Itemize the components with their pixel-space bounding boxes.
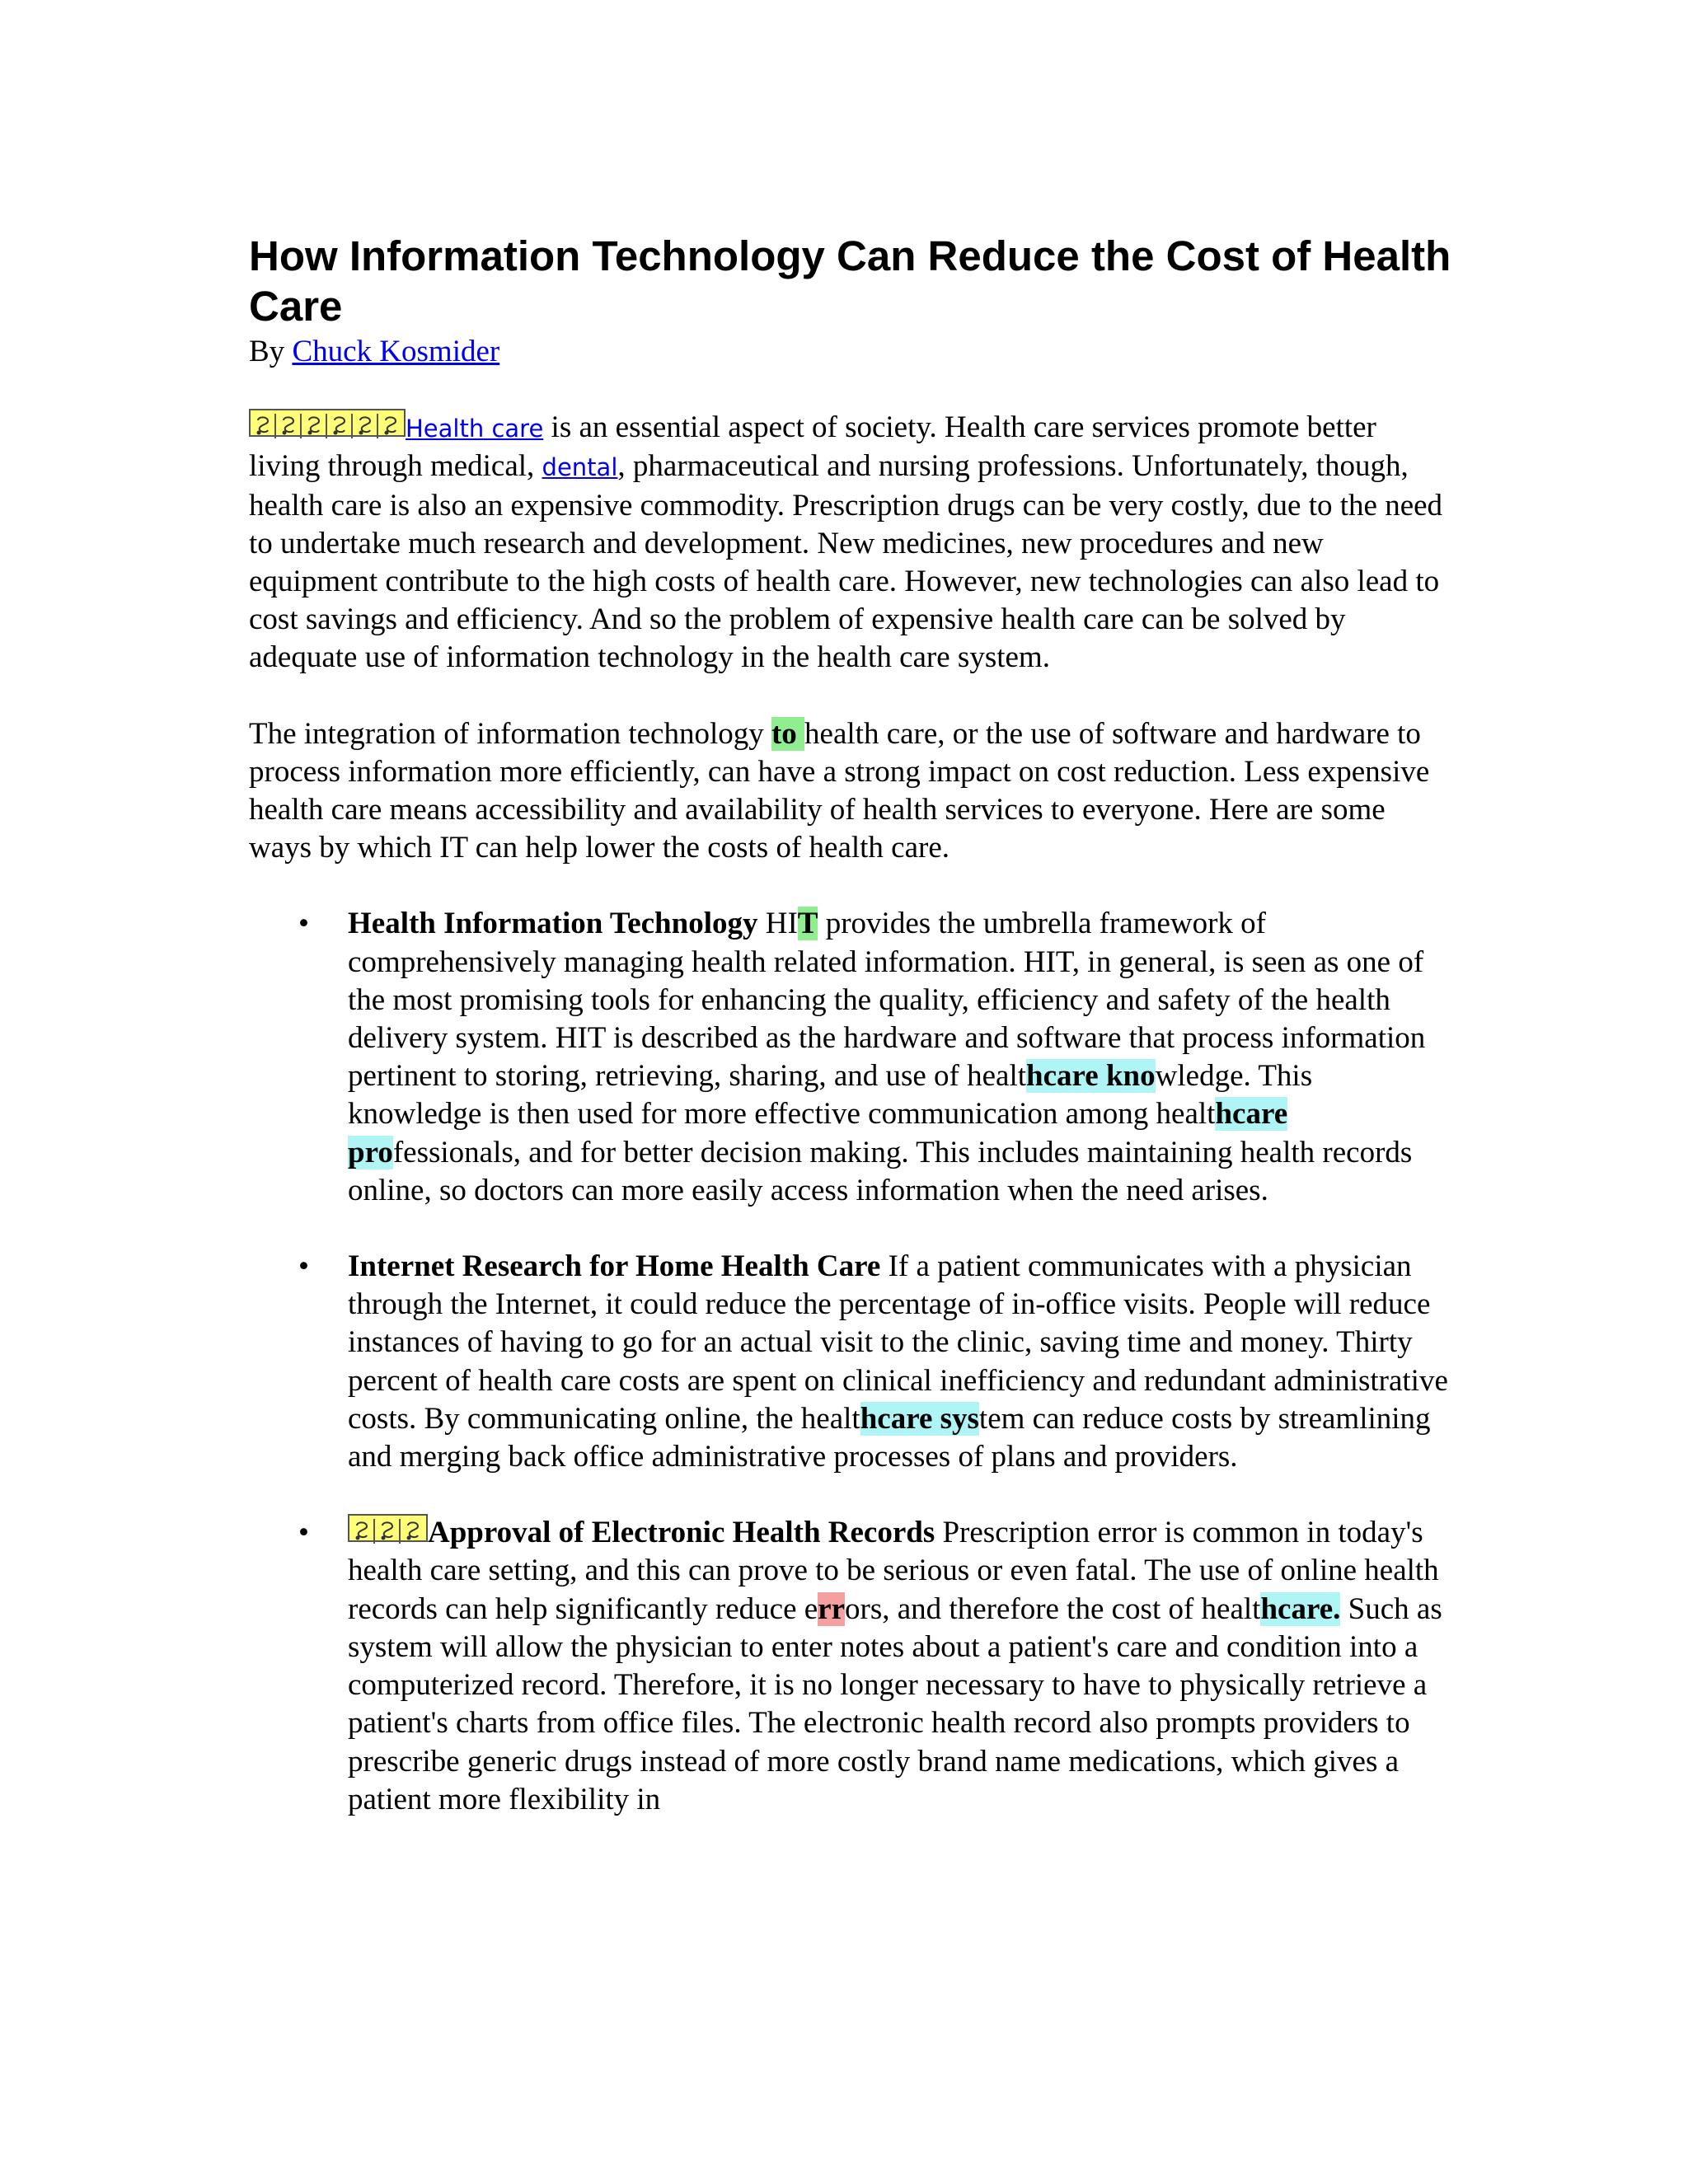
ad-icon[interactable] <box>327 414 353 438</box>
bullet-heading: Approval of Electronic Health Records <box>428 1516 935 1550</box>
list-item-hit <box>298 905 1452 1210</box>
bullet-text: Such as system will allow the physician to enter notes about a patient's care and condition into a computerized record. Therefore, it is no longer necessary to have to physically retrieve a patient's charts from office files. The electronic health record also prompts providers to prescribe generic drugs instead of more costly brand name medications, which gives a patient more flexibility in <box>348 1591 1442 1816</box>
bullet-heading: Internet Research for Home Health Care <box>348 1249 881 1284</box>
byline-prefix: By <box>249 335 293 368</box>
intro-paragraph <box>249 409 1452 677</box>
para2-text-a: The integration of information technology <box>249 716 771 751</box>
health-care-link[interactable]: Health care <box>406 415 544 443</box>
highlight-green: to <box>771 716 805 751</box>
bullet-text: fessionals, and for better decision making. This includes maintaining health records online, so doctors can more easily access information when the need arises. <box>348 1135 1413 1207</box>
ad-icon[interactable] <box>353 414 378 438</box>
bullet-text: provides the umbrella framework of comprehensively managing health related information. HIT, in general, is seen as one of the most promising tools for enhancing the quality, efficiency and safety of the health delivery system. HIT is described as the hardware and software that process information pertinent to storing, retrieving, sharing, and use of healt <box>348 907 1426 1094</box>
dental-link[interactable]: dental <box>542 453 618 482</box>
bullet-icon: • <box>298 907 309 941</box>
bullet-text: If a patient communicates with a physician through the Internet, it could reduce the percentage of in-office visits. People will reduce instances of having to go for an actual visit to the clinic, saving time and money. Thirty percent of health care costs are spent on clinical inefficiency and redundant administrative costs. By communicating online, the healt <box>348 1249 1448 1436</box>
article <box>249 231 1452 1819</box>
ad-icon[interactable] <box>375 1519 401 1544</box>
highlight-cyan: hcare kno <box>1026 1059 1156 1094</box>
bullet-text: tem can reduce costs by streamlining and merging back office administrative processes of plans and providers. <box>348 1401 1431 1474</box>
ad-icon-strip[interactable] <box>249 409 406 437</box>
highlight-red: rr <box>818 1591 846 1626</box>
intro-text-1: is an essential aspect of society. Health care services promote better living through medical, <box>249 410 1376 484</box>
bullet-text: ors, and therefore the cost of healt <box>845 1591 1261 1626</box>
ad-icon[interactable] <box>302 414 327 438</box>
byline <box>249 333 1452 371</box>
bullet-text: HI <box>757 907 798 941</box>
ad-icon[interactable] <box>401 1519 426 1544</box>
list-item-internet-research <box>298 1248 1452 1476</box>
list-spacer <box>348 1476 1452 1514</box>
spacer <box>249 677 1452 715</box>
list-item-electronic-records <box>298 1514 1452 1819</box>
bullet-icon: • <box>298 1516 309 1550</box>
bullet-list <box>249 905 1452 1818</box>
spacer <box>249 371 1452 409</box>
ad-icon[interactable] <box>276 414 302 438</box>
highlight-cyan: hcare. <box>1260 1591 1341 1626</box>
bullet-icon: • <box>298 1249 309 1284</box>
page-title: How Information Technology Can Reduce the Cost of Health Care <box>249 232 1451 330</box>
highlight-green: T <box>797 907 818 941</box>
ad-icon[interactable] <box>378 414 404 438</box>
author-link[interactable]: Chuck Kosmider <box>292 335 500 368</box>
list-spacer <box>348 1210 1452 1248</box>
para2-text-b: health care, or the use of software and hardware to process information more efficiently, can have a strong impact on cost reduction. Less expensive health care means accessibility and availability of health services to everyone. Here are some ways by which IT can help lower the costs of health care. <box>249 716 1430 865</box>
integration-paragraph <box>249 715 1452 868</box>
ad-icon-strip[interactable] <box>348 1514 428 1542</box>
ad-icon[interactable] <box>251 414 276 438</box>
highlight-cyan: hcare pro <box>348 1097 1288 1169</box>
bullet-heading: Health Information Technology <box>348 907 758 941</box>
bullet-text: wledge. This knowledge is then used for more effective communication among healt <box>348 1059 1313 1132</box>
intro-text-2: , pharmaceutical and nursing professions. Unfortunately, though, health care is also an expensive commodity. Prescription drugs can be very costly, due to the need to undertake much research and development. New medicines, new procedures and new equipment contribute to the high costs of health care. However, new technologies can also lead to cost savings and efficiency. And so the problem of expensive health care can be solved by adequate use of information technology in the health care system. <box>249 449 1443 675</box>
spacer <box>249 867 1452 905</box>
bullet-text: Prescription error is common in today's health care setting, and this can prove to be serious or even fatal. The use of online health records can help significantly reduce e <box>348 1516 1439 1626</box>
highlight-cyan: hcare sys <box>860 1401 979 1436</box>
ad-icon[interactable] <box>349 1519 375 1544</box>
